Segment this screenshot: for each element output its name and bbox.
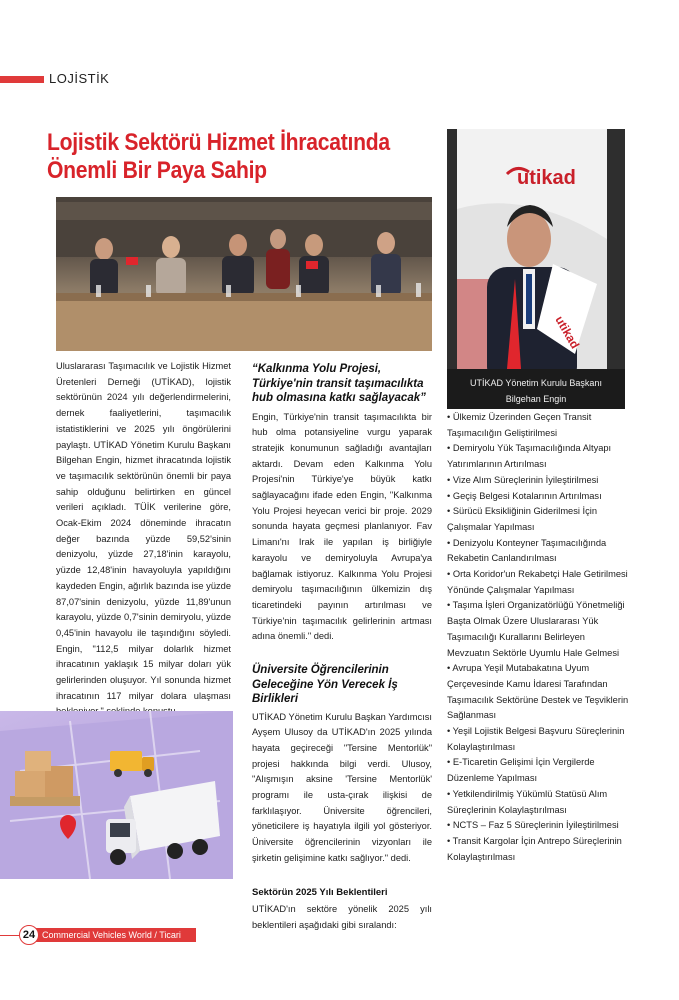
- footer-publication: Commercial Vehicles World / Ticari Araçlar: [36, 928, 196, 942]
- caption-line-1: UTİKAD Yönetim Kurulu Başkanı: [470, 378, 602, 388]
- caption-line-2: Bilgehan Engin: [505, 394, 567, 404]
- list-item: • NCTS – Faz 5 Süreçlerinin İyileştirilmesi: [447, 818, 629, 834]
- speaker-photo: [447, 129, 625, 409]
- column-3: [447, 410, 629, 865]
- list-item: • Vize Alım Süreçlerinin İyileştirilmesi: [447, 473, 629, 489]
- list-item: • Orta Koridor'un Rekabetçi Hale Getirilmesi Yönünde Çalışmalar Yapılması: [447, 567, 629, 598]
- list-item: • Geçiş Belgesi Kotalarının Artırılması: [447, 489, 629, 505]
- speaker-caption: [447, 373, 625, 409]
- intro-paragraph: Uluslararası Taşımacılık ve Lojistik Hizmet Üretenleri Derneği (UTİKAD), lojistik sektörünün 2024 yılı değerlendirmelerini, dernek faaliyetlerini, taşımacılık istatistiklerini ve 2025 yılı öngörülerini paylaştı. UTİKAD Yönetim Kurulu Başkanı Bilgehan Engin, hizmet ihracatında lojistik ve taşımacılık sektörünün önemli bir paya sahip olduğunu belirtirken en güncel verileri açıkladı. TÜİK verilerine göre, Ocak-Ekim 2024 döneminde ihracatın değer bazında yüzde 59,52'sinin denizyolu, yüzde 27,18'inin karayolu, yüzde 12,48'inin havayoluyla yapıldığını kaydeden Engin, ağırlık bazında ise yüzde 87,07'sinin denizyolu, yüzde 11,89'unun karayolu, yüzde 0,7'sinin demiryolu, yüzde 0,45'inin havayolu ile taşındığını söyledi. Engin, "112,5 milyar dolarlık hizmet ihracatının yaklaşık 15 milyar doları yük gelirlerinden oluşuyor. Yıl sonunda hizmet ihracatının 117 milyar dolara ulaşması: [56, 361, 231, 701]
- mentorluk-paragraph: UTİKAD Yönetim Kurulu Başkan Yardımcısı Ayşem Ulusoy da UTİKAD'ın 2025 yılında hayata geçireceği "Tersine Mentorlük" projesi hakkında bilgi verdi. Ulusoy, "Alışmışın aksine 'Tersine Mentorlük' programı ile usta-çırak ilişkisi de farklılaşıyor. Üniversite öğrencileri, yöneticilere iş hayatıyla ilgili yol gösteriyor. Üniversite öğrencilerinin vizyonları ile şirketin gelişimine katkı sağlıyor." dedi.: [252, 711, 432, 863]
- column-2: [252, 362, 432, 934]
- list-item: • Yeşil Lojistik Belgesi Başvuru Süreçlerinin Kolaylaştırılması: [447, 724, 629, 755]
- truck-scene: [0, 711, 233, 879]
- beklentiler-heading: Sektörün 2025 Yılı Beklentileri: [252, 886, 388, 898]
- meeting-photo: [56, 197, 432, 351]
- list-item: • E-Ticaretin Gelişimi İçin Vergilerde Düzenleme Yapılması: [447, 755, 629, 786]
- quote-heading: “Kalkınma Yolu Projesi, Türkiye'nin transit taşımacılıkta hub olmasına katkı sağlayacak”: [252, 363, 426, 404]
- page-number: 24: [19, 925, 39, 945]
- column-1: [56, 359, 231, 720]
- article-title: Lojistik Sektörü Hizmet İhracatında Önemli Bir Paya Sahip: [47, 129, 390, 184]
- kalkinma-paragraph: Engin, Türkiye'nin transit taşımacılıkta bir hub olma potansiyeline vurgu yaparak stratejik konumunun sağladığı avantajları aktardı. Devam eden Kalkınma Yolu Projesi'nin Türkiye'ye büyük katkı sağlayacağını ifade eden Engin, "Kalkınma Yolu Projesi heyecan verici bir proje. 2029 sonunda hayata geçmesi planlanıyor. Fav Limanı'nı Irak ile yapılan iş birliğiyle karayolu ve demiryoluyla Avrupa'ya bağlamak istiyoruz. Kalkınma Yolu Projesi demiryolu taşımacılığının ülkemizin dış ticaretindeki payının artırılması ve Türkiye'nin taşımacılık gelirlerinin artması adına önemli." dedi.: [252, 411, 432, 642]
- section-accent-bar: [0, 76, 44, 83]
- utikad-logo: utikad: [517, 167, 576, 189]
- section-label: LOJİSTİK: [49, 71, 110, 86]
- list-item: • Yetkilendirilmiş Yükümlü Statüsü Alım Süreçlerinin Kolaylaştırılması: [447, 787, 629, 818]
- list-item: • Demiryolu Yük Taşımacılığında Altyapı Yatırımlarının Artırılması: [447, 441, 629, 472]
- universite-heading: Üniversite Öğrencilerinin Geleceğine Yön Verecek İş Birlikleri: [252, 664, 398, 706]
- list-item: • Ülkemiz Üzerinden Geçen Transit Taşımacılığın Geliştirilmesi: [447, 410, 629, 441]
- list-item: • Denizyolu Konteyner Taşımacılığında Rekabetin Canlandırılması: [447, 536, 629, 567]
- list-item: • Sürücü Eksikliğinin Giderilmesi İçin Çalışmalar Yapılması: [447, 504, 629, 535]
- list-item: • Transit Kargolar İçin Antrepo Süreçlerinin Kolaylaştırılması: [447, 834, 629, 865]
- svg-text:utikad: utikad: [552, 313, 583, 352]
- speaker-illustration: [447, 129, 625, 409]
- truck-illustration: [0, 711, 233, 879]
- list-item: • Avrupa Yeşil Mutabakatına Uyum Çerçevesinde Kamu İdaresi Tarafından Taşımacılık Sektörüne Destek ve Teşviklerin Sağlanması: [447, 661, 629, 724]
- meeting-illustration: [56, 197, 432, 351]
- expectations-list: [447, 410, 629, 865]
- list-item: • Taşıma İşleri Organizatörlüğü Yönetmeliği Başta Olmak Üzere Uluslararası Yük Taşımacılığı Kurallarını Belirleyen Mevzuatın Sektörle Uyumlu Hale Gelmesi: [447, 598, 629, 661]
- beklentiler-intro: UTİKAD'ın sektöre yönelik 2025 yılı beklentileri aşağıdaki gibi sıralandı:: [252, 904, 432, 930]
